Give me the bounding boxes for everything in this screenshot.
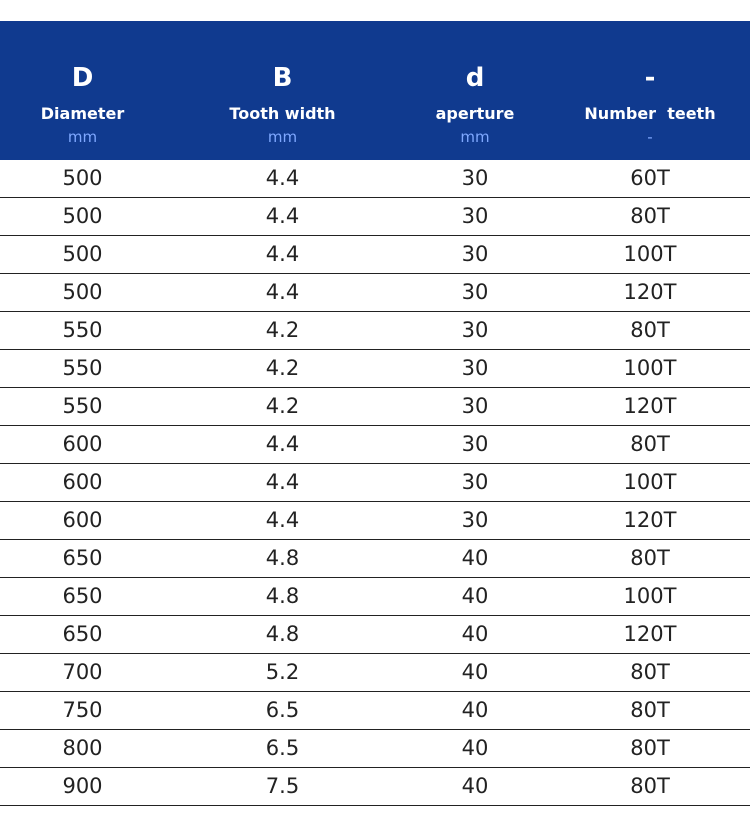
header-name: Diameter xyxy=(40,104,125,123)
spec-table xyxy=(0,21,750,806)
tooth-width-cell: 4.2 xyxy=(265,356,300,380)
teeth-cell: 80T xyxy=(630,432,670,456)
table-row xyxy=(0,464,750,502)
teeth-cell: 120T xyxy=(623,508,677,532)
tooth-width-cell: 4.4 xyxy=(265,470,300,494)
aperture-cell: 30 xyxy=(461,280,489,304)
teeth-cell: 120T xyxy=(623,394,677,418)
header-unit: mm xyxy=(267,128,298,146)
header-symbol: D xyxy=(71,63,94,93)
table-row xyxy=(0,578,750,616)
aperture-cell: 40 xyxy=(461,622,489,646)
table-row xyxy=(0,426,750,464)
tooth-width-cell: 4.4 xyxy=(265,204,300,228)
aperture-cell: 30 xyxy=(461,356,489,380)
tooth-width-cell: 4.4 xyxy=(265,280,300,304)
diameter-cell: 650 xyxy=(62,584,103,608)
aperture-cell: 40 xyxy=(461,546,489,570)
diameter-cell: 700 xyxy=(62,660,103,684)
tooth-width-cell: 4.4 xyxy=(265,432,300,456)
header-col-tooth-width xyxy=(165,21,400,160)
aperture-cell: 30 xyxy=(461,470,489,494)
table-row xyxy=(0,198,750,236)
table-row xyxy=(0,350,750,388)
tooth-width-cell: 4.4 xyxy=(265,242,300,266)
teeth-cell: 120T xyxy=(623,622,677,646)
diameter-cell: 800 xyxy=(62,736,103,760)
diameter-cell: 600 xyxy=(62,432,103,456)
table-row xyxy=(0,274,750,312)
header-col-diameter xyxy=(0,21,165,160)
diameter-cell: 650 xyxy=(62,546,103,570)
teeth-cell: 80T xyxy=(630,318,670,342)
header-col-teeth xyxy=(550,21,750,160)
header-symbol: d xyxy=(465,63,485,93)
header-col-aperture xyxy=(400,21,550,160)
header-name: aperture xyxy=(435,104,515,123)
diameter-cell: 500 xyxy=(62,166,103,190)
aperture-cell: 40 xyxy=(461,774,489,798)
aperture-cell: 30 xyxy=(461,242,489,266)
diameter-cell: 550 xyxy=(62,394,103,418)
teeth-cell: 120T xyxy=(623,280,677,304)
header-name: Number teeth xyxy=(584,104,716,123)
diameter-cell: 600 xyxy=(62,508,103,532)
header-name: Tooth width xyxy=(229,104,336,123)
teeth-cell: 80T xyxy=(630,660,670,684)
table-row xyxy=(0,616,750,654)
table-row xyxy=(0,692,750,730)
header-symbol: - xyxy=(644,63,656,93)
teeth-cell: 80T xyxy=(630,698,670,722)
diameter-cell: 500 xyxy=(62,204,103,228)
tooth-width-cell: 4.8 xyxy=(265,584,300,608)
table-row xyxy=(0,236,750,274)
aperture-cell: 30 xyxy=(461,318,489,342)
teeth-cell: 100T xyxy=(623,470,677,494)
header-unit: mm xyxy=(460,128,490,146)
tooth-width-cell: 6.5 xyxy=(265,736,300,760)
header-unit: - xyxy=(647,128,653,146)
aperture-cell: 40 xyxy=(461,660,489,684)
teeth-cell: 80T xyxy=(630,204,670,228)
diameter-cell: 500 xyxy=(62,242,103,266)
aperture-cell: 30 xyxy=(461,166,489,190)
tooth-width-cell: 4.8 xyxy=(265,546,300,570)
diameter-cell: 550 xyxy=(62,318,103,342)
tooth-width-cell: 6.5 xyxy=(265,698,300,722)
diameter-cell: 500 xyxy=(62,280,103,304)
aperture-cell: 30 xyxy=(461,204,489,228)
teeth-cell: 100T xyxy=(623,242,677,266)
teeth-cell: 80T xyxy=(630,774,670,798)
aperture-cell: 40 xyxy=(461,698,489,722)
table-row xyxy=(0,768,750,806)
table-row xyxy=(0,654,750,692)
teeth-cell: 100T xyxy=(623,584,677,608)
tooth-width-cell: 4.4 xyxy=(265,508,300,532)
tooth-width-cell: 4.8 xyxy=(265,622,300,646)
teeth-cell: 80T xyxy=(630,546,670,570)
diameter-cell: 650 xyxy=(62,622,103,646)
aperture-cell: 30 xyxy=(461,508,489,532)
header-symbol: B xyxy=(272,63,293,93)
tooth-width-cell: 5.2 xyxy=(265,660,300,684)
tooth-width-cell: 4.2 xyxy=(265,394,300,418)
table-row xyxy=(0,502,750,540)
teeth-cell: 80T xyxy=(630,736,670,760)
diameter-cell: 550 xyxy=(62,356,103,380)
table-row xyxy=(0,540,750,578)
table-row xyxy=(0,160,750,198)
table-row xyxy=(0,312,750,350)
tooth-width-cell: 7.5 xyxy=(265,774,300,798)
aperture-cell: 40 xyxy=(461,736,489,760)
aperture-cell: 40 xyxy=(461,584,489,608)
table-row xyxy=(0,730,750,768)
diameter-cell: 750 xyxy=(62,698,103,722)
aperture-cell: 30 xyxy=(461,432,489,456)
table-row xyxy=(0,388,750,426)
aperture-cell: 30 xyxy=(461,394,489,418)
diameter-cell: 600 xyxy=(62,470,103,494)
teeth-cell: 60T xyxy=(630,166,670,190)
diameter-cell: 900 xyxy=(62,774,103,798)
tooth-width-cell: 4.2 xyxy=(265,318,300,342)
table-body xyxy=(0,160,750,806)
teeth-cell: 100T xyxy=(623,356,677,380)
header-unit: mm xyxy=(67,128,98,146)
table-header xyxy=(0,21,750,160)
tooth-width-cell: 4.4 xyxy=(265,166,300,190)
